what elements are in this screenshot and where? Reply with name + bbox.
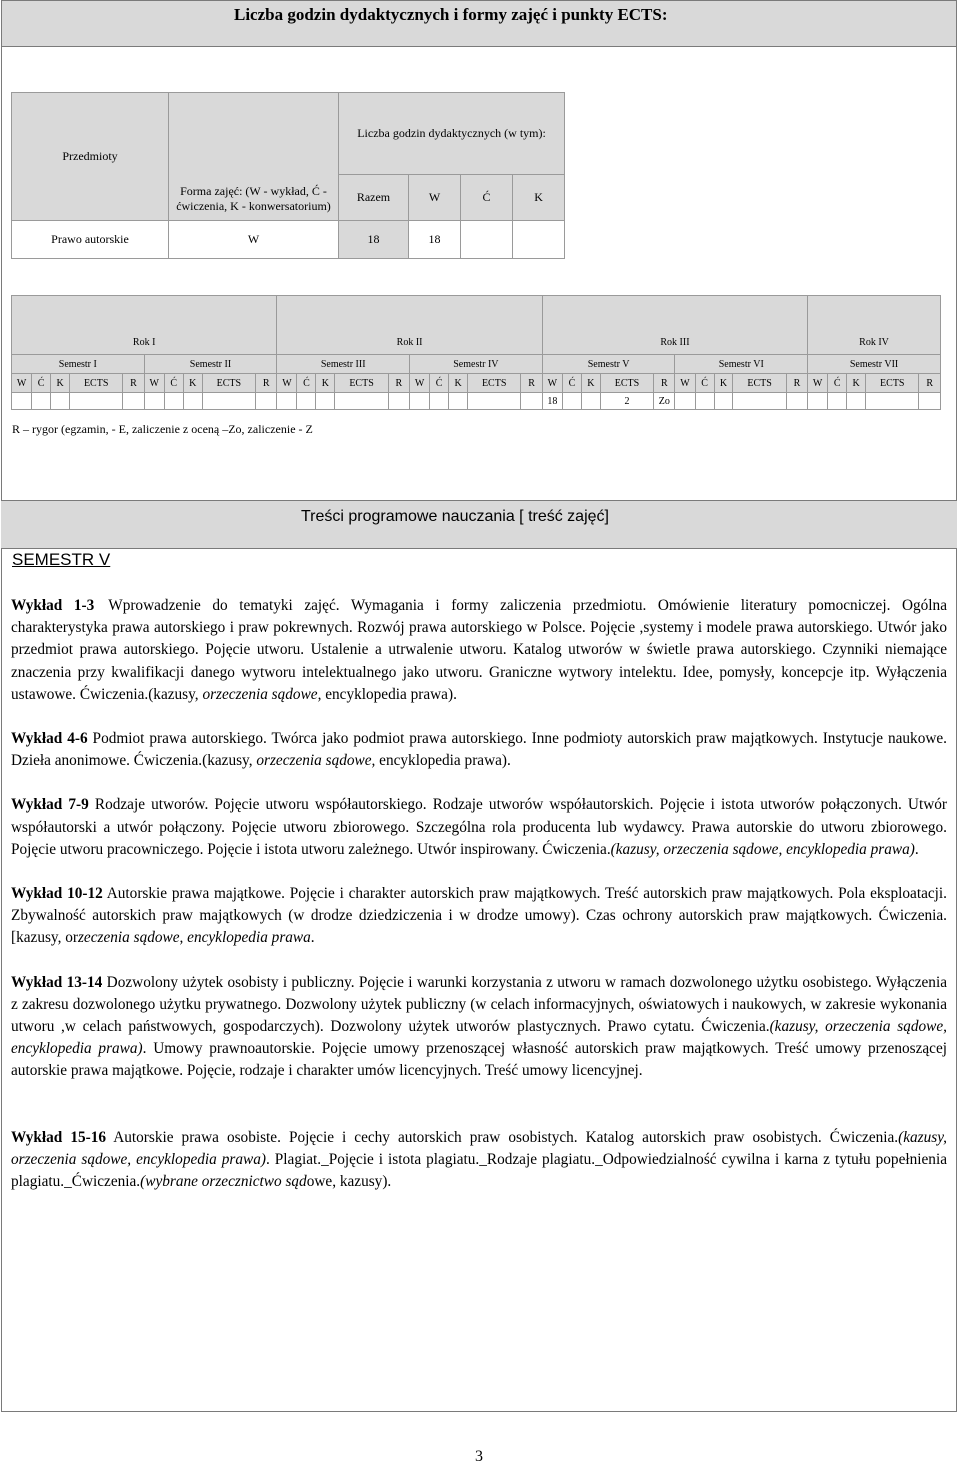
lecture-text: Rodzaje utworów. Pojęcie utworu współautorskiego. Rodzaje utworów współautorskich. Pojęcie i istota utworów połączonych. Utwór współautorski a utwór połączony. Pojęcie utworu zbiorowego. Szczególna rola producenta lub wydawcy. Prawa autorskie do utworu zbiorowego. Pojęcie utworu pracowniczego. Pojęcie i istota utworu zależnego. Utwór inspirowany. Ćwiczenia. [11,796,947,858]
sub-header: ECTS [600,374,653,393]
lecture-tail: owe, kazusy). [306,1173,392,1191]
sub-header: R [123,374,144,393]
lecture-tail: encyklopedia prawa). [321,685,457,703]
value-cell [733,393,786,410]
lecture-13-14 [11,972,947,1083]
sub-header: K [714,374,733,393]
sub-header: Ć [32,374,51,393]
value-cell [255,393,276,410]
lecture-heading: Wykład 1-3 [11,597,95,614]
value-cell [675,393,695,410]
value-cell [388,393,409,410]
header-razem: Razem [339,175,409,221]
value-cell [202,393,255,410]
lecture-4-6 [11,728,947,772]
value-cell [144,393,164,410]
value-cell [123,393,144,410]
sub-header: R [255,374,276,393]
sub-header: ECTS [70,374,123,393]
sub-header: W [675,374,695,393]
cell-subject: Prawo autorskie [12,221,169,259]
sub-header: W [144,374,164,393]
lecture-heading: Wykład 4-6 [11,730,88,748]
sub-header: Ć [695,374,714,393]
value-cell [808,393,828,410]
header-w: W [409,175,461,221]
value-cell [449,393,468,410]
value-cell [786,393,807,410]
lecture-tail: . Umowy prawnoautorskie. Pojęcie umowy przenoszącej własność autorskich praw majątkowych. Treść umowy przenoszącej autorskie prawa majątkowe. Pojęcie, rodzaje i charakter umów licencyjnych. Treść umowy licencyjnej. [11,1040,947,1080]
cell-forma: W [169,221,339,259]
lecture-tail: . [914,840,919,858]
lecture-italic: orzeczenia sądowe, [256,752,376,770]
lecture-text: Podmiot prawa autorskiego. Twórca jako podmiot prawa autorskiego. Inne podmioty autorskich praw majątkowych. Instytucje naukowe. Dzieła anonimowe. Ćwiczenia.(kazusy, [11,730,947,770]
years-table [11,295,941,410]
value-cell [183,393,202,410]
page-title: Liczba godzin dydaktycznych i formy zajęć i punkty ECTS: [2,1,956,47]
semester-header: Semestr VI [675,355,808,374]
header-k: K [513,175,565,221]
header-liczba: Liczba godzin dydaktycznych (w tym): [339,93,565,175]
value-cell [847,393,866,410]
sub-header: R [786,374,807,393]
page-number: 3 [475,1448,483,1465]
value-cell [410,393,430,410]
header-przedmioty: Przedmioty [12,93,169,221]
sub-header: Ć [430,374,449,393]
value-cell [468,393,521,410]
sub-header: K [449,374,468,393]
cell-k [513,221,565,259]
lecture-tail: . [310,929,315,947]
lecture-italic: (kazusy, orzeczenia sądowe, encyklopedia prawa) [11,1128,947,1168]
sub-header: R [919,374,941,393]
header-forma: Forma zajęć: (W - wykład, Ć - ćwiczenia, K - konwersatorium) [169,93,339,221]
semester-header: Semestr I [12,355,145,374]
sub-header: ECTS [866,374,919,393]
semester-header: Semestr V [542,355,675,374]
cell-c [461,221,513,259]
sub-header: K [51,374,70,393]
value-cell [430,393,449,410]
lecture-text-mid: . Plagiat._Pojęcie i istota plagiatu._Rodzaje plagiatu._Odpowiedzialność cywilna i karna z tytułu popełnienia plagiatu._Ćwiczenia. [11,1150,947,1191]
header-c: Ć [461,175,513,221]
sub-header: Ć [562,374,581,393]
value-cell [70,393,123,410]
sub-header: W [410,374,430,393]
sub-header: ECTS [202,374,255,393]
sub-header: W [277,374,297,393]
lecture-text: Dozwolony użytek osobisty i publiczny. Pojęcie i warunki korzystania z utworu w ramach dozwolonego użytku osobistego. Wyłączenia z zakresu dozwolonego użytku prywatnego. Dozwolony użytek publiczny (w celach informacyjnych, oświatowych i naukowych, w zakresie wykonania utworu ,w celach państwowych, gospodarczych). Dozwolony użytek utworów plastycznych. Prawo cytatu. Ćwiczenia. [11,973,947,1036]
cell-razem: 18 [339,221,409,259]
lecture-10-12 [11,883,947,950]
rygor-legend: R – rygor (egzamin, - E, zaliczenie z oceną –Zo, zaliczenie - Z [12,422,313,436]
tresci-header: Treści programowe nauczania [ treść zajęć] [301,508,609,525]
semester-label: SEMESTR V [12,550,111,569]
semester-header: Semestr VII [808,355,941,374]
sub-header: ECTS [468,374,521,393]
sub-header: K [847,374,866,393]
semester-header: Semestr II [144,355,277,374]
sub-header: R [388,374,409,393]
lecture-italic: zeczenia sądowe, encyklopedia prawa [77,929,311,947]
lecture-text: Autorskie prawa osobiste. Pojęcie i cechy autorskich praw osobistych. Katalog autorskich praw osobistych. Ćwiczenia. [106,1128,899,1146]
sub-header: Ć [297,374,316,393]
lecture-content [11,595,947,1193]
value-cell [51,393,70,410]
lecture-15-16 [11,1127,947,1194]
lecture-heading: Wykład 10-12 [11,885,103,903]
value-cell [695,393,714,410]
value-cell [581,393,600,410]
value-cell [562,393,581,410]
lecture-text: Autorskie prawa majątkowe. Pojęcie i charakter autorskich praw majątkowych. Treść autorskich praw majątkowych. Pola eksploatacji. Zbywalność autorskich praw majątkowych (w drodze dziedziczenia i w drodze umowy). Czas ochrony autorskich praw majątkowych. Ćwiczenia.[kazusy, or [11,885,947,947]
value-cell [828,393,847,410]
value-w: 18 [542,393,562,410]
value-cell [521,393,542,410]
hours-table [11,92,565,259]
sub-header: ECTS [335,374,388,393]
value-cell [297,393,316,410]
sub-header: W [808,374,828,393]
value-cell [866,393,919,410]
sub-header: K [183,374,202,393]
sub-header: Ć [164,374,183,393]
value-ects: 2 [600,393,653,410]
sub-header: Ć [828,374,847,393]
sub-header: W [542,374,562,393]
sub-header: W [12,374,32,393]
semester-header: Semestr IV [410,355,543,374]
semester-header: Semestr III [277,355,410,374]
lecture-italic: (kazusy, orzeczenia sądowe, encyklopedia prawa) [610,840,915,858]
value-cell [714,393,733,410]
lecture-italic-2: (wybrane orzecznictwo sąd [140,1173,307,1191]
value-cell [277,393,297,410]
lecture-tail: encyklopedia prawa). [375,752,511,770]
year-header: Rok IV [808,296,941,355]
lecture-italic: (kazusy, orzeczenia sądowe, encyklopedia prawa) [11,1018,947,1058]
sub-header: K [581,374,600,393]
lecture-heading: Wykład 7-9 [11,796,89,814]
lecture-1-3 [11,595,947,706]
value-cell [919,393,941,410]
sub-header: K [316,374,335,393]
value-cell [164,393,183,410]
sub-header: R [654,374,675,393]
value-cell [32,393,51,410]
lecture-text: Wprowadzenie do tematyki zajęć. Wymagania i formy zaliczenia przedmiotu. Omówienie literatury pomocniczej. Ogólna charakterystyka prawa autorskiego i praw pokrewnych. Rozwój prawa autorskiego w Polsce. Pojęcie ,systemy i modele prawa autorskiego. Utwór jako przedmiot prawa autorskiego. Pojęcie utworu. Ustalenie a utrwalenie utworu. Katalog utworów w świetle prawa autorskiego. Czynniki niemające znaczenia przy kwalifikacji danego wytworu intelektualnego jako utworu. Graniczne wytwory intelektu. Idee, pomysły, koncepcje itp. Wyłączenia ustawowe. Ćwiczenia.(kazusy, [11,597,947,703]
cell-w: 18 [409,221,461,259]
sub-header: ECTS [733,374,786,393]
year-header: Rok III [542,296,807,355]
lecture-italic: orzeczenia sądowe, [202,685,322,703]
value-cell [335,393,388,410]
lecture-heading: Wykład 13-14 [11,973,103,991]
lecture-7-9 [11,794,947,861]
year-header: Rok I [12,296,277,355]
value-rygor: Zo [654,393,675,410]
year-header: Rok II [277,296,542,355]
value-cell [12,393,32,410]
value-cell [316,393,335,410]
sub-header: R [521,374,542,393]
lecture-heading: Wykład 15-16 [11,1128,107,1146]
